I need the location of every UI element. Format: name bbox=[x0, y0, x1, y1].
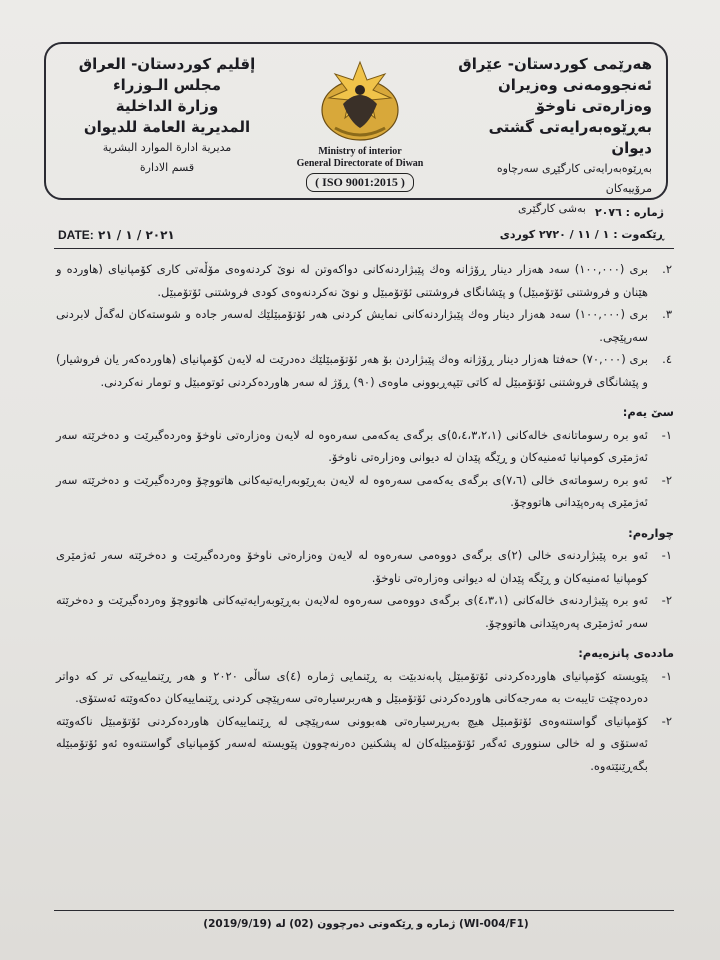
letterhead-kurdish bbox=[452, 54, 652, 219]
form-footer: (WI-004/F1) ژمارە و ڕێکەوتی دەرچوون (02) لە (2019/9/19) bbox=[203, 918, 529, 930]
list-item bbox=[56, 665, 674, 710]
letterhead-line: هەرێمی کوردستان- عێراق bbox=[458, 55, 652, 73]
item-text: کۆمپانیای گواستنەوەی ئۆتۆمبێل هیچ بەرپرسیارەتی هەبوونی سەرپێچی لە ڕێنماییەکان هاوردەکردنی ئۆتۆمبێل ناکەوێتە ئەستۆی و لە خالی سنووری ئەگەر ئۆتۆمبێلەکان لە پشکنین دەرنەچوون پێویستە لەسەر کۆمپانیای گواستنەوە ئەو ئۆتۆمبێلە بگەڕێنێتەوە. bbox=[56, 713, 648, 773]
header-divider bbox=[54, 248, 674, 249]
item-text: ئەو برە پێبژاردنەی خالی (٢)ی برگەی دووەمی سەرەوە لە لایەن وەزارەتی ناوخۆ وەردەگیرێت و دەخرێتە سەر ئەژمێری کومپانیا ئەمنیەکان و ڕێگە پێدان لە دیوانی وەزارەتی ناوخۆ. bbox=[56, 548, 648, 585]
directorate-name-en: General Directorate of Diwan bbox=[296, 158, 424, 169]
letterhead-subline: بەشی کارگێری bbox=[518, 202, 586, 215]
reference-date-kurdi: ڕێکەوت : ١ / ١١ / ٢٧٢٠ کوردی bbox=[499, 228, 664, 241]
item-number: ٣. bbox=[662, 307, 672, 321]
letterhead-subline: مديرية ادارة الموارد البشرية bbox=[102, 141, 232, 154]
list-item bbox=[56, 258, 674, 303]
item-text: بری (١٠٠,٠٠٠) سەد هەزار دینار وەك پێبژاردنەکانی نمایش کردنی هەر ئۆتۆمبێلێك لەسەر جادە و شوستەکان لەگەڵ لابردنی سەرپێچی. bbox=[56, 307, 648, 344]
section-title: چوارەم: bbox=[628, 525, 674, 540]
letterhead-subline: قسم الادارة bbox=[139, 161, 195, 174]
letterhead-line: وەزارەتی ناوخۆ bbox=[535, 97, 652, 115]
item-text: پێویستە کۆمپانیای هاوردەکردنی ئۆتۆمبێل پابەندبێت بە ڕێنمایی ژمارە (٤)ی ساڵی ٢٠٢٠ و هەر ڕێنماییەکی تر کە دواتر دەردەچێت تایبەت بە مەرجەکانی هاوردەکردنی ئۆتۆمبێل و هەربرسیارەتی سەرپێچی کردنی ڕێنماییەکان دەکەوێتە ئەستۆی. bbox=[56, 668, 648, 705]
letterhead-line: إقليم كوردستان- العراق bbox=[78, 55, 256, 73]
section-title: ماددەی پانزەیەم: bbox=[578, 646, 674, 660]
item-number: ٢- bbox=[661, 593, 672, 607]
item-number: ١- bbox=[661, 668, 672, 683]
letterhead-line: ئەنجوومەنی وەزیران bbox=[497, 76, 652, 94]
list-item bbox=[56, 469, 674, 514]
letterhead-line: المديرية العامة للديوان bbox=[83, 118, 251, 136]
letterhead-line: بەڕێوەبەرایەتی گشتی دیوان bbox=[488, 118, 652, 157]
list-item bbox=[56, 303, 674, 348]
item-text: ئەو برە رسوماتەی خالی (٧،٦)ی برگەی یەکەمی سەرەوە لە لایەن بەڕێوبەرایەتیەکانی هاتووچۆ وەردەگیرێت و دەخرێتە سەر ئەژمێری پەرەپێدانی هاتووچۆ. bbox=[56, 472, 648, 509]
item-text: بری (١٠٠,٠٠٠) سەد هەزار دینار ڕۆژانە وەك پێبژاردنەکانی دواکەوتن لە نوێ کردنەوەی مۆڵەتی کاری کۆمپانیای (هاوردە و هێنان و فروشتنی ئۆتۆمبێل) و پێشانگای فروشتنی ئۆتۆمبێل و نوێ نەکردنەوەی کودی فروشتنی ئۆتۆمبێل. bbox=[56, 262, 648, 299]
date-value: ٢٠٢١ / ١ / ٢١ bbox=[97, 228, 175, 242]
item-number: ١- bbox=[661, 427, 672, 442]
iso-badge: ( ISO 9001:2015 ) bbox=[306, 173, 414, 192]
list-item bbox=[56, 348, 674, 393]
document-body bbox=[56, 258, 674, 777]
item-text: بری (٧٠,٠٠٠) حەفتا هەزار دینار ڕۆژانە وەك پێبژاردن بۆ هەر ئۆتۆمبێلێك دەدرێت لە لایەن کۆمپانیای (هاوردەکەر یان فروشیار) و پێشانگای فروشتنی ئۆتۆمبێل لە کاتی تێپەڕبوونی ماوەی (٩٠) ڕۆژ لە سەر هاوردەکردنی ئوتومبێل و تومار نەکردنی. bbox=[56, 352, 648, 389]
ministry-name-en: Ministry of interior bbox=[318, 146, 402, 157]
letterhead-line: وزارة الداخلية bbox=[115, 97, 219, 115]
item-number: ١- bbox=[661, 548, 672, 562]
letterhead-center bbox=[292, 50, 428, 192]
list-item bbox=[56, 589, 674, 634]
item-text: ئەو برە پێبژاردنەی خالەکانی (٤،٣،١)ی برگەی دووەمی سەرەوە لەلایەن بەڕێوبەرایەتیەکانی هاتووچۆ وەردەگیرێت و دەخرێتە سەر ئەژمێری پەرەپێدانی هاتووچۆ. bbox=[56, 593, 649, 630]
item-number: ٢- bbox=[661, 713, 672, 728]
list-item bbox=[56, 424, 674, 469]
item-number: ٢- bbox=[661, 472, 672, 487]
letterhead-line: مجلس الـوزراء bbox=[112, 76, 222, 94]
letterhead-arabic bbox=[62, 54, 272, 178]
footer-divider bbox=[54, 910, 674, 911]
list-item bbox=[56, 710, 674, 778]
section-title: سێ یەم: bbox=[622, 405, 674, 419]
letterhead-subline: بەڕێوەبەرایەتی کارگێڕی سەرچاوە مرۆییەکان bbox=[496, 162, 652, 195]
kurdistan-emblem-icon bbox=[315, 50, 405, 146]
item-text: ئەو برە رسوماتانەی خالەکانی (٥،٤،٣،٢،١)ی برگەی یەکەمی سەرەوە لە لایەن وەزارەتی ناوخۆ وەردەگیرێت و دەخرێتە سەر ئەژمێری کومپانیا ئەمنیەکان و ڕێگە پێدان لە دیوانی وەزارەتی ناوخۆ. bbox=[56, 427, 648, 464]
list-item bbox=[56, 544, 674, 589]
date-field bbox=[58, 228, 175, 242]
item-number: ٤. bbox=[662, 352, 672, 366]
item-number: ٢. bbox=[662, 262, 672, 276]
date-label: DATE: bbox=[58, 228, 94, 242]
reference-number: ژمارە : ٢٠٧٦ bbox=[594, 206, 664, 219]
